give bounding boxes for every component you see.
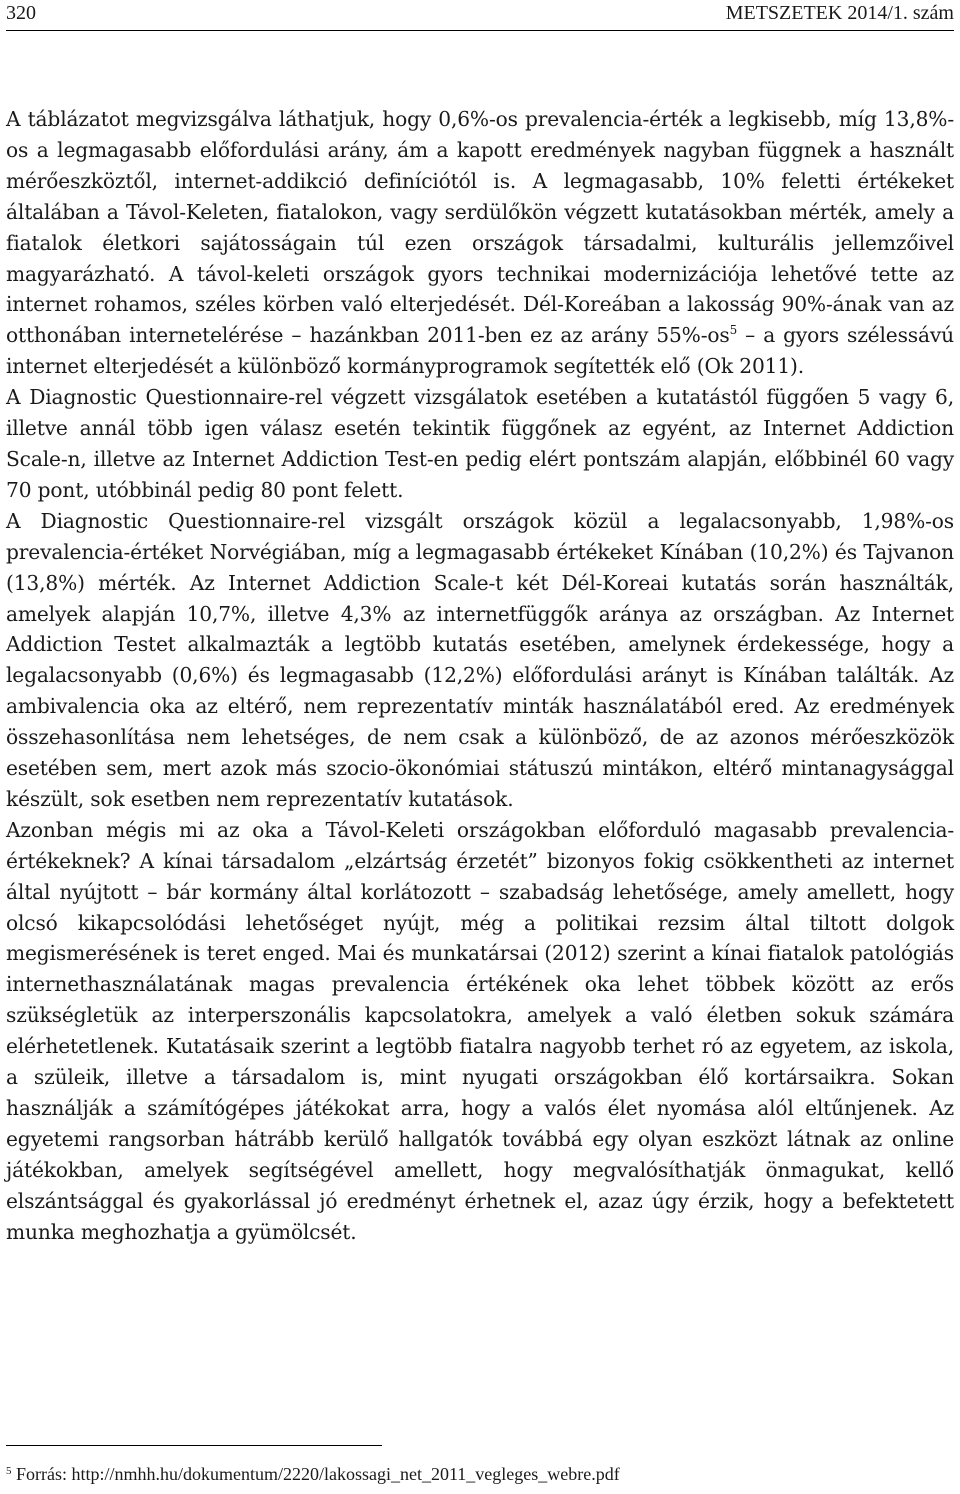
- paragraph-2: A Diagnostic Questionnaire-rel végzett vizsgálatok esetében a kutatástól függően 5 vagy 6, illetve annál több igen válasz esetén tekintik függőnek az egyént, az Internet Addiction Scale-n, illetve az Internet Addiction Test-en pedig elért pontszám alapján, előbbinél 60 vagy 70 pont, utóbbinál pedig 80 pont felett.: [6, 385, 954, 502]
- page-number: 320: [6, 2, 36, 24]
- footnote-marker: 5: [6, 1465, 12, 1477]
- running-header: [6, 0, 954, 31]
- paragraph-1: [6, 104, 954, 382]
- footnote-text: Forrás: http://nmhh.hu/dokumentum/2220/lakossagi_net_2011_vegleges_webre.pdf: [11, 1464, 620, 1484]
- body-text: [6, 104, 954, 1248]
- paragraph-3: A Diagnostic Questionnaire-rel vizsgált országok közül a legalacsonyabb, 1,98%-os prevalencia-értéket Norvégiában, míg a legmagasabb értékeket Kínában (10,2%) és Tajvanon (13,8%) mérték. Az Internet Addiction Scale-t két Dél-Koreai kutatás során használták, amelyek alapján 10,7%, illetve 4,3% az internetfüggők aránya az országban. Az Internet Addiction Testet alkalmazták a legtöbb kutatás esetében, amelynek érdekessége, hogy a legalacsonyabb (0,6%) és legmagasabb (12,2%) előfordulási arányt is Kínában találták. Az ambivalencia oka az eltérő, nem reprezentatív minták használatából ered. Az eredmények összehasonlítása nem lehetséges, de nem csak a különböző, de az azonos mérőeszközök esetében sem, mert azok más szocio-ökonómiai státuszú mintákon, eltérő mintanagysággal készült, sok esetben nem reprezentatív kutatások.: [6, 508, 954, 811]
- paragraph-4: Azonban mégis mi az oka a Távol-Keleti országokban előforduló magasabb prevalencia-értékeknek? A kínai társadalom „elzártság érzetét” bizonyos fokig csökkentheti az internet által nyújtott – bár kormány által korlátozott – szabadság lehetősége, amely amellett, hogy olcsó kikapcsolódási lehetőséget nyújt, még a politikai rezsim által tiltott dolgok megismerésének is teret enged. Mai és munkatársai (2012) szerint a kínai fiatalok patológiás internethasználatának magas prevalencia értékének oka lehet többek között az erős szükségletük az interperszonális kapcsolatokra, amelyek a való életben sokuk számára elérhetetlenek. Kutatásaik szerint a legtöbb fiatalra nagyobb terhet ró az egyetem, az iskola, a szüleik, illetve a társadalom is, mint nyugati országokban élő kortársaikra. Sokan használják a számítógépes játékokat arra, hogy a valós élet nyomása alól eltűnjenek. Az egyetemi rangsorban hátrább kerülő hallgatók továbbá egy olyan eszközt látnak az online játékokban, amelyek segítségével amellett, hogy megvalósíthatják önmagukat, kellő elszántsággal és gyakorlással jó eredményt érhetnek el, azaz úgy érzik, hogy a befektetett munka meghozhatja a gyümölcsét.: [6, 817, 954, 1244]
- paragraph-1-text-before: A táblázatot megvizsgálva láthatjuk, hogy 0,6%-os prevalencia-érték a legkisebb, míg 13,8%-os a legmagasabb előfordulási arány, ám a kapott eredmények nagyban függnek a használt mérőeszköztől, internet-addikció definíciótól is. A legmagasabb, 10% feletti értékeket általában a Távol-Keleten, fiatalokon, vagy serdülőkön végzett kutatásokban mérték, amely a fiatalok életkori sajátosságain túl ezen országok társadalmi, kulturális jellemzőivel magyarázható. A távol-keleti országok gyors technikai modernizációja lehetővé tette az internet rohamos, széles körben való elterjedését. Dél-Koreában a lakosság 90%-ának van az otthonában internetelérése – hazánkban 2011-ben ez az arány 55%-os: [6, 107, 954, 348]
- footnote-separator: [6, 1445, 382, 1446]
- footnote: [6, 1463, 620, 1485]
- paragraph-1-text-after: – a gyors szélessávú internet elterjedését a különböző kormányprogramok segítették elő (Ok 2011).: [6, 323, 954, 379]
- footnote-reference[interactable]: 5: [729, 323, 738, 338]
- journal-title: METSZETEK 2014/1. szám: [725, 2, 954, 24]
